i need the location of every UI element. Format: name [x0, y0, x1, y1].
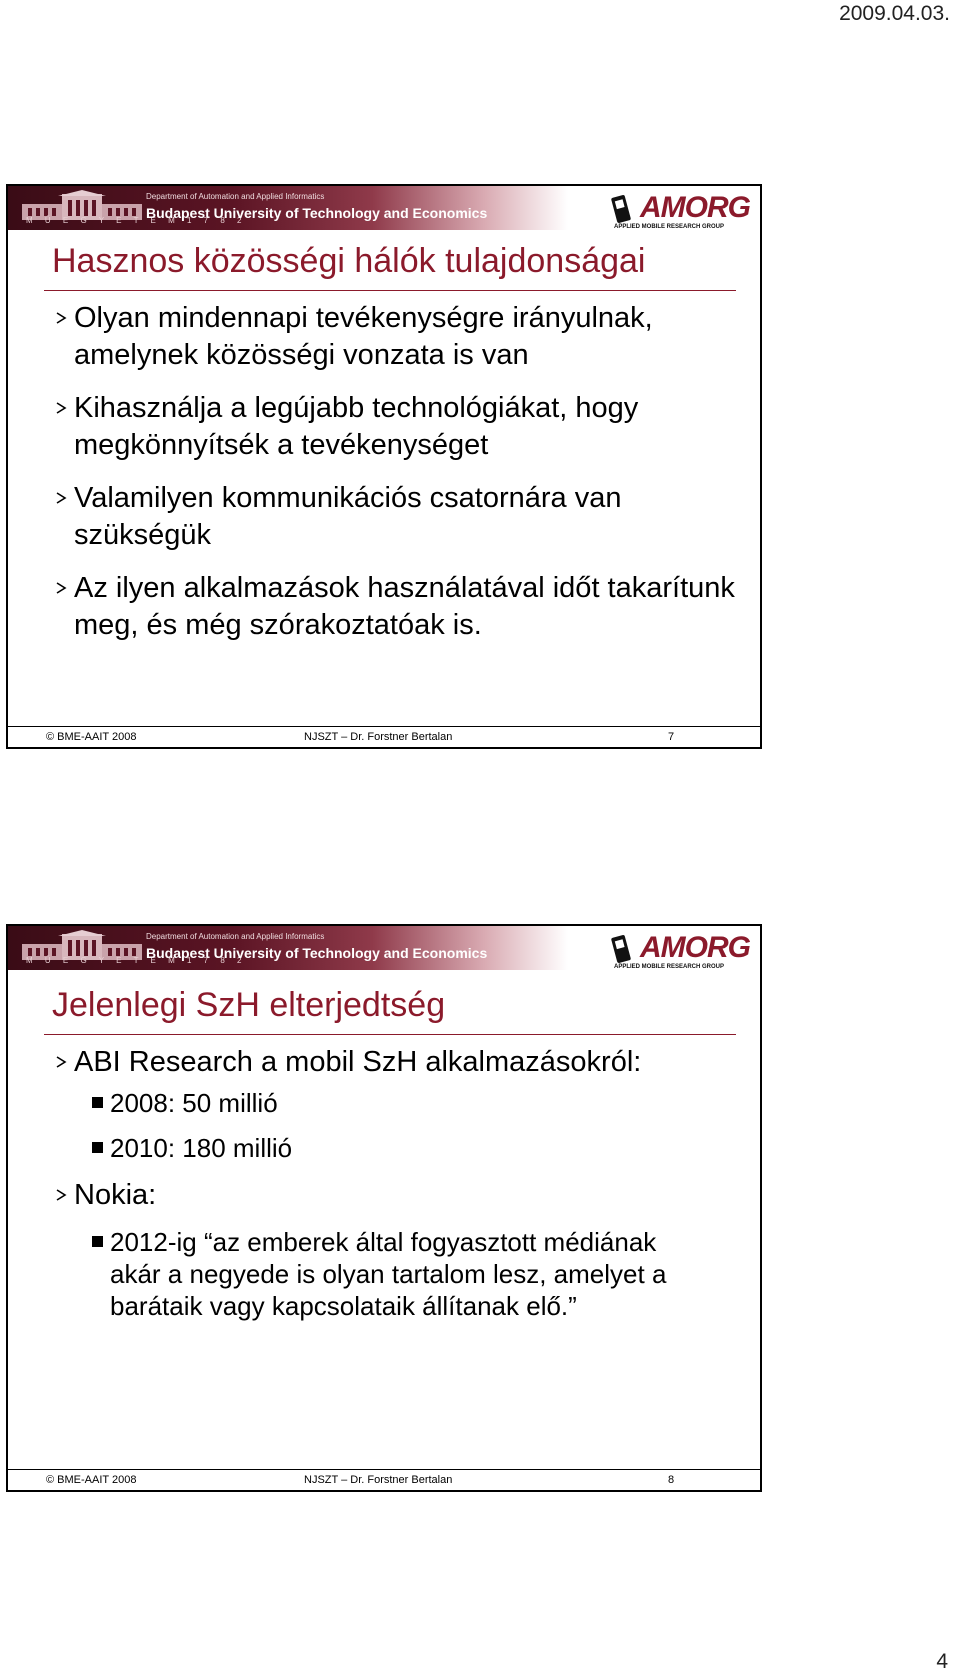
slide-footer	[8, 726, 760, 747]
university-name: Budapest University of Technology and Economics	[146, 945, 488, 961]
amorg-logo	[610, 931, 750, 972]
list-item	[54, 390, 744, 464]
arrow-bullet-icon	[54, 581, 68, 595]
bullet-text: Olyan mindennapi tevékenységre irányulnak, amelynek közösségi vonzata is van	[74, 302, 653, 371]
list-item	[54, 1177, 744, 1322]
footer-copyright: © BME-AAIT 2008	[46, 1474, 137, 1486]
sub-item-text: 2008: 50 millió	[110, 1088, 278, 1118]
bullet-list	[54, 1044, 744, 1335]
square-bullet-icon	[92, 1097, 103, 1108]
bullet-text: Az ilyen alkalmazások használatával időt takarítunk meg, és még szórakoztatóak is.	[74, 572, 735, 641]
amorg-subtitle: APPLIED MOBILE RESEARCH GROUP	[614, 224, 725, 230]
phone-icon	[610, 194, 638, 224]
muegyetem-caption: M Ű E G Y E T E M 1 7 8 2	[26, 216, 247, 225]
university-banner	[8, 186, 568, 230]
sub-list	[74, 1087, 744, 1164]
bullet-text: ABI Research a mobil SzH alkalmazásokról:	[74, 1046, 642, 1078]
list-item	[54, 300, 744, 374]
list-item	[54, 1044, 744, 1164]
arrow-bullet-icon	[54, 491, 68, 505]
slide-footer	[8, 1469, 760, 1490]
amorg-subtitle: APPLIED MOBILE RESEARCH GROUP	[614, 964, 725, 970]
department-name: Department of Automation and Applied Informatics	[146, 932, 325, 941]
title-divider	[44, 290, 736, 291]
university-banner	[8, 926, 568, 970]
footer-author: NJSZT – Dr. Forstner Bertalan	[304, 1474, 453, 1486]
sub-list-item	[92, 1226, 690, 1322]
amorg-logo	[610, 191, 750, 232]
bullet-text: Nokia:	[74, 1179, 157, 1211]
muegyetem-caption: M Ű E G Y E T E M 1 7 8 2	[26, 956, 247, 965]
footer-slide-number: 8	[668, 1474, 675, 1486]
amorg-wordmark: AMORG	[640, 931, 750, 964]
slide-title: Hasznos közösségi hálók tulajdonságai	[52, 242, 646, 280]
sub-list-item	[92, 1132, 744, 1164]
department-name: Department of Automation and Applied Informatics	[146, 192, 325, 201]
bullet-list	[54, 300, 744, 644]
amorg-wordmark: AMORG	[640, 191, 750, 224]
slide-7	[6, 184, 762, 749]
sub-list	[74, 1226, 744, 1322]
bullet-text: Valamilyen kommunikációs csatornára van szükségük	[74, 482, 622, 551]
university-name: Budapest University of Technology and Economics	[146, 205, 488, 221]
square-bullet-icon	[92, 1236, 103, 1247]
arrow-bullet-icon	[54, 1055, 68, 1069]
sub-item-text: 2010: 180 millió	[110, 1133, 293, 1163]
footer-slide-number: 7	[668, 731, 675, 743]
title-divider	[44, 1034, 736, 1035]
footer-copyright: © BME-AAIT 2008	[46, 731, 137, 743]
sub-list-item	[92, 1087, 744, 1119]
list-item	[54, 480, 744, 554]
slide-8	[6, 924, 762, 1492]
arrow-bullet-icon	[54, 401, 68, 415]
page-date: 2009.04.03.	[839, 2, 950, 25]
page-number: 4	[936, 1650, 948, 1673]
footer-author: NJSZT – Dr. Forstner Bertalan	[304, 731, 453, 743]
slide-title: Jelenlegi SzH elterjedtség	[52, 986, 446, 1024]
bullet-text: Kihasználja a legújabb technológiákat, hogy megkönnyítsék a tevékenységet	[74, 392, 639, 461]
arrow-bullet-icon	[54, 311, 68, 325]
list-item	[54, 570, 744, 644]
square-bullet-icon	[92, 1142, 103, 1153]
arrow-bullet-icon	[54, 1188, 68, 1202]
phone-icon	[610, 934, 638, 964]
sub-item-text: 2012-ig “az emberek által fogyasztott médiának akár a negyede is olyan tartalom lesz, amelyet a barátaik vagy kapcsolataik állítanak elő.”	[110, 1227, 667, 1321]
